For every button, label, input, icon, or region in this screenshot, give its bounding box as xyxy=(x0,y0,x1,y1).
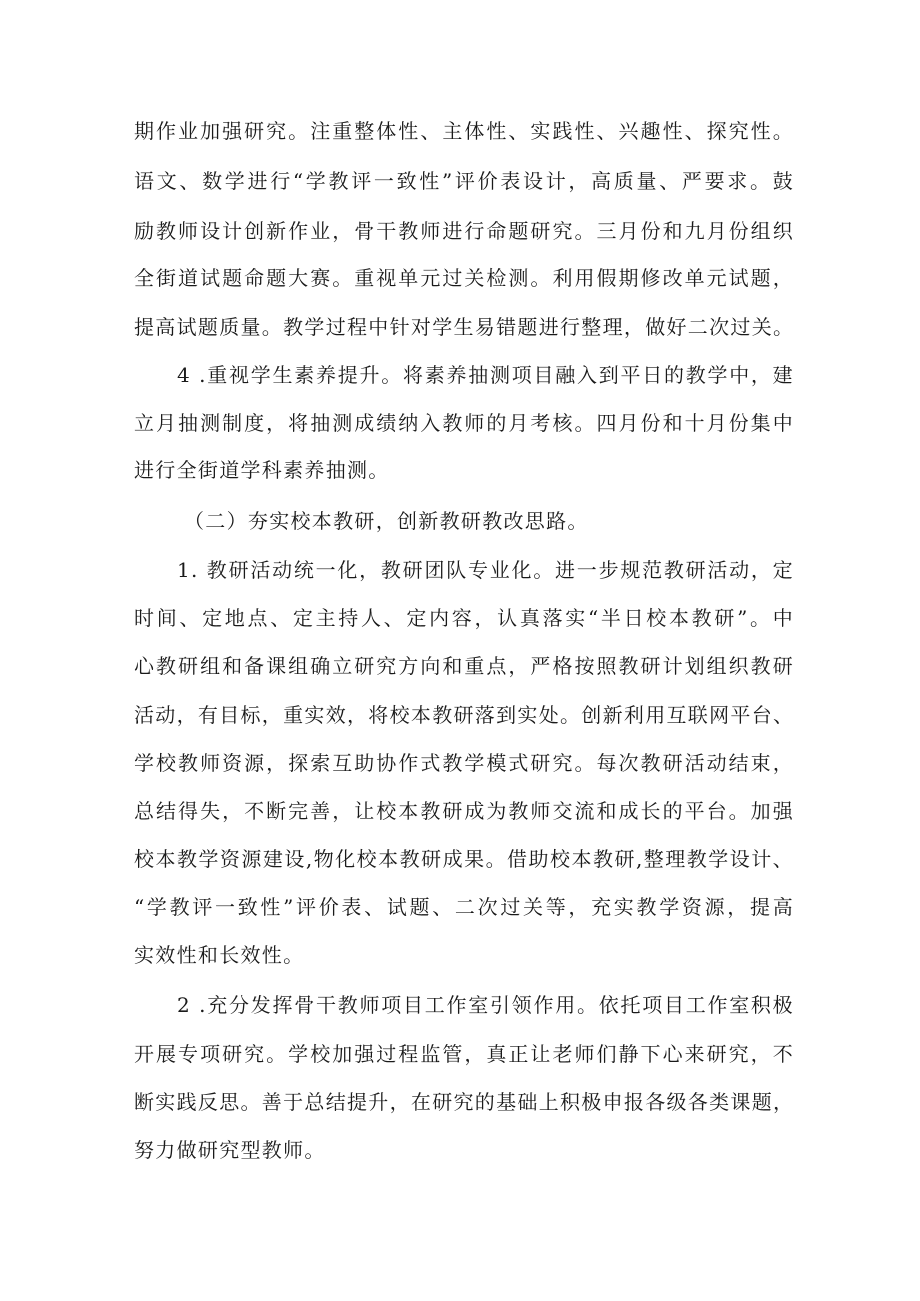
body-text-line: 励教师设计创新作业，骨干教师进行命题研究。三月份和九月份组织 xyxy=(134,219,794,243)
body-text-line: 开展专项研究。学校加强过程监管，真正让老师们静下心来研究，不 xyxy=(134,1042,794,1066)
body-text-line: 校本教学资源建设,物化校本教研成果。借助校本教研,整理教学设计、 xyxy=(134,847,794,871)
body-text-line: 心教研组和备课组确立研究方向和重点，严格按照教研计划组织教研 xyxy=(134,654,794,678)
numbered-item-line: 1. 教研活动统一化，教研团队专业化。进一步规范教研活动，定 xyxy=(177,558,794,582)
numbered-item-line: 4 .重视学生素养提升。将素养抽测项目融入到平日的教学中，建 xyxy=(177,363,794,387)
body-text-line: 总结得失，不断完善，让校本教研成为教师交流和成长的平台。加强 xyxy=(134,799,794,823)
body-text-line: 期作业加强研究。注重整体性、主体性、实践性、兴趣性、探究性。 xyxy=(134,119,794,143)
body-text-line: “学教评一致性”评价表、试题、二次过关等，充实教学资源，提高 xyxy=(134,895,794,919)
body-text-line: 进行全街道学科素养抽测。 xyxy=(134,458,390,482)
section-heading: （二）夯实校本教研，创新教研教改思路。 xyxy=(184,509,589,533)
body-text-line: 全街道试题命题大赛。重视单元过关检测。利用假期修改单元试题， xyxy=(134,266,794,290)
body-text-line: 语文、数学进行“学教评一致性”评价表设计，高质量、严要求。鼓 xyxy=(134,169,794,193)
body-text-line: 提高试题质量。教学过程中针对学生易错题进行整理，做好二次过关。 xyxy=(134,315,795,339)
numbered-item-line: 2 .充分发挥骨干教师项目工作室引领作用。依托项目工作室积极 xyxy=(177,993,794,1017)
body-text-line: 活动，有目标，重实效，将校本教研落到实处。创新利用互联网平台、 xyxy=(134,703,795,727)
body-text-line: 立月抽测制度，将抽测成绩纳入教师的月考核。四月份和十月份集中 xyxy=(134,411,794,435)
body-text-line: 学校教师资源，探索互助协作式教学模式研究。每次教研活动结束， xyxy=(134,751,794,775)
body-text-line: 实效性和长效性。 xyxy=(134,943,305,967)
body-text-line: 努力做研究型教师。 xyxy=(134,1138,326,1162)
body-text-line: 时间、定地点、定主持人、定内容，认真落实“半日校本教研”。中 xyxy=(134,606,794,630)
body-text-line: 断实践反思。善于总结提升，在研究的基础上积极申报各级各类课题， xyxy=(134,1090,795,1114)
